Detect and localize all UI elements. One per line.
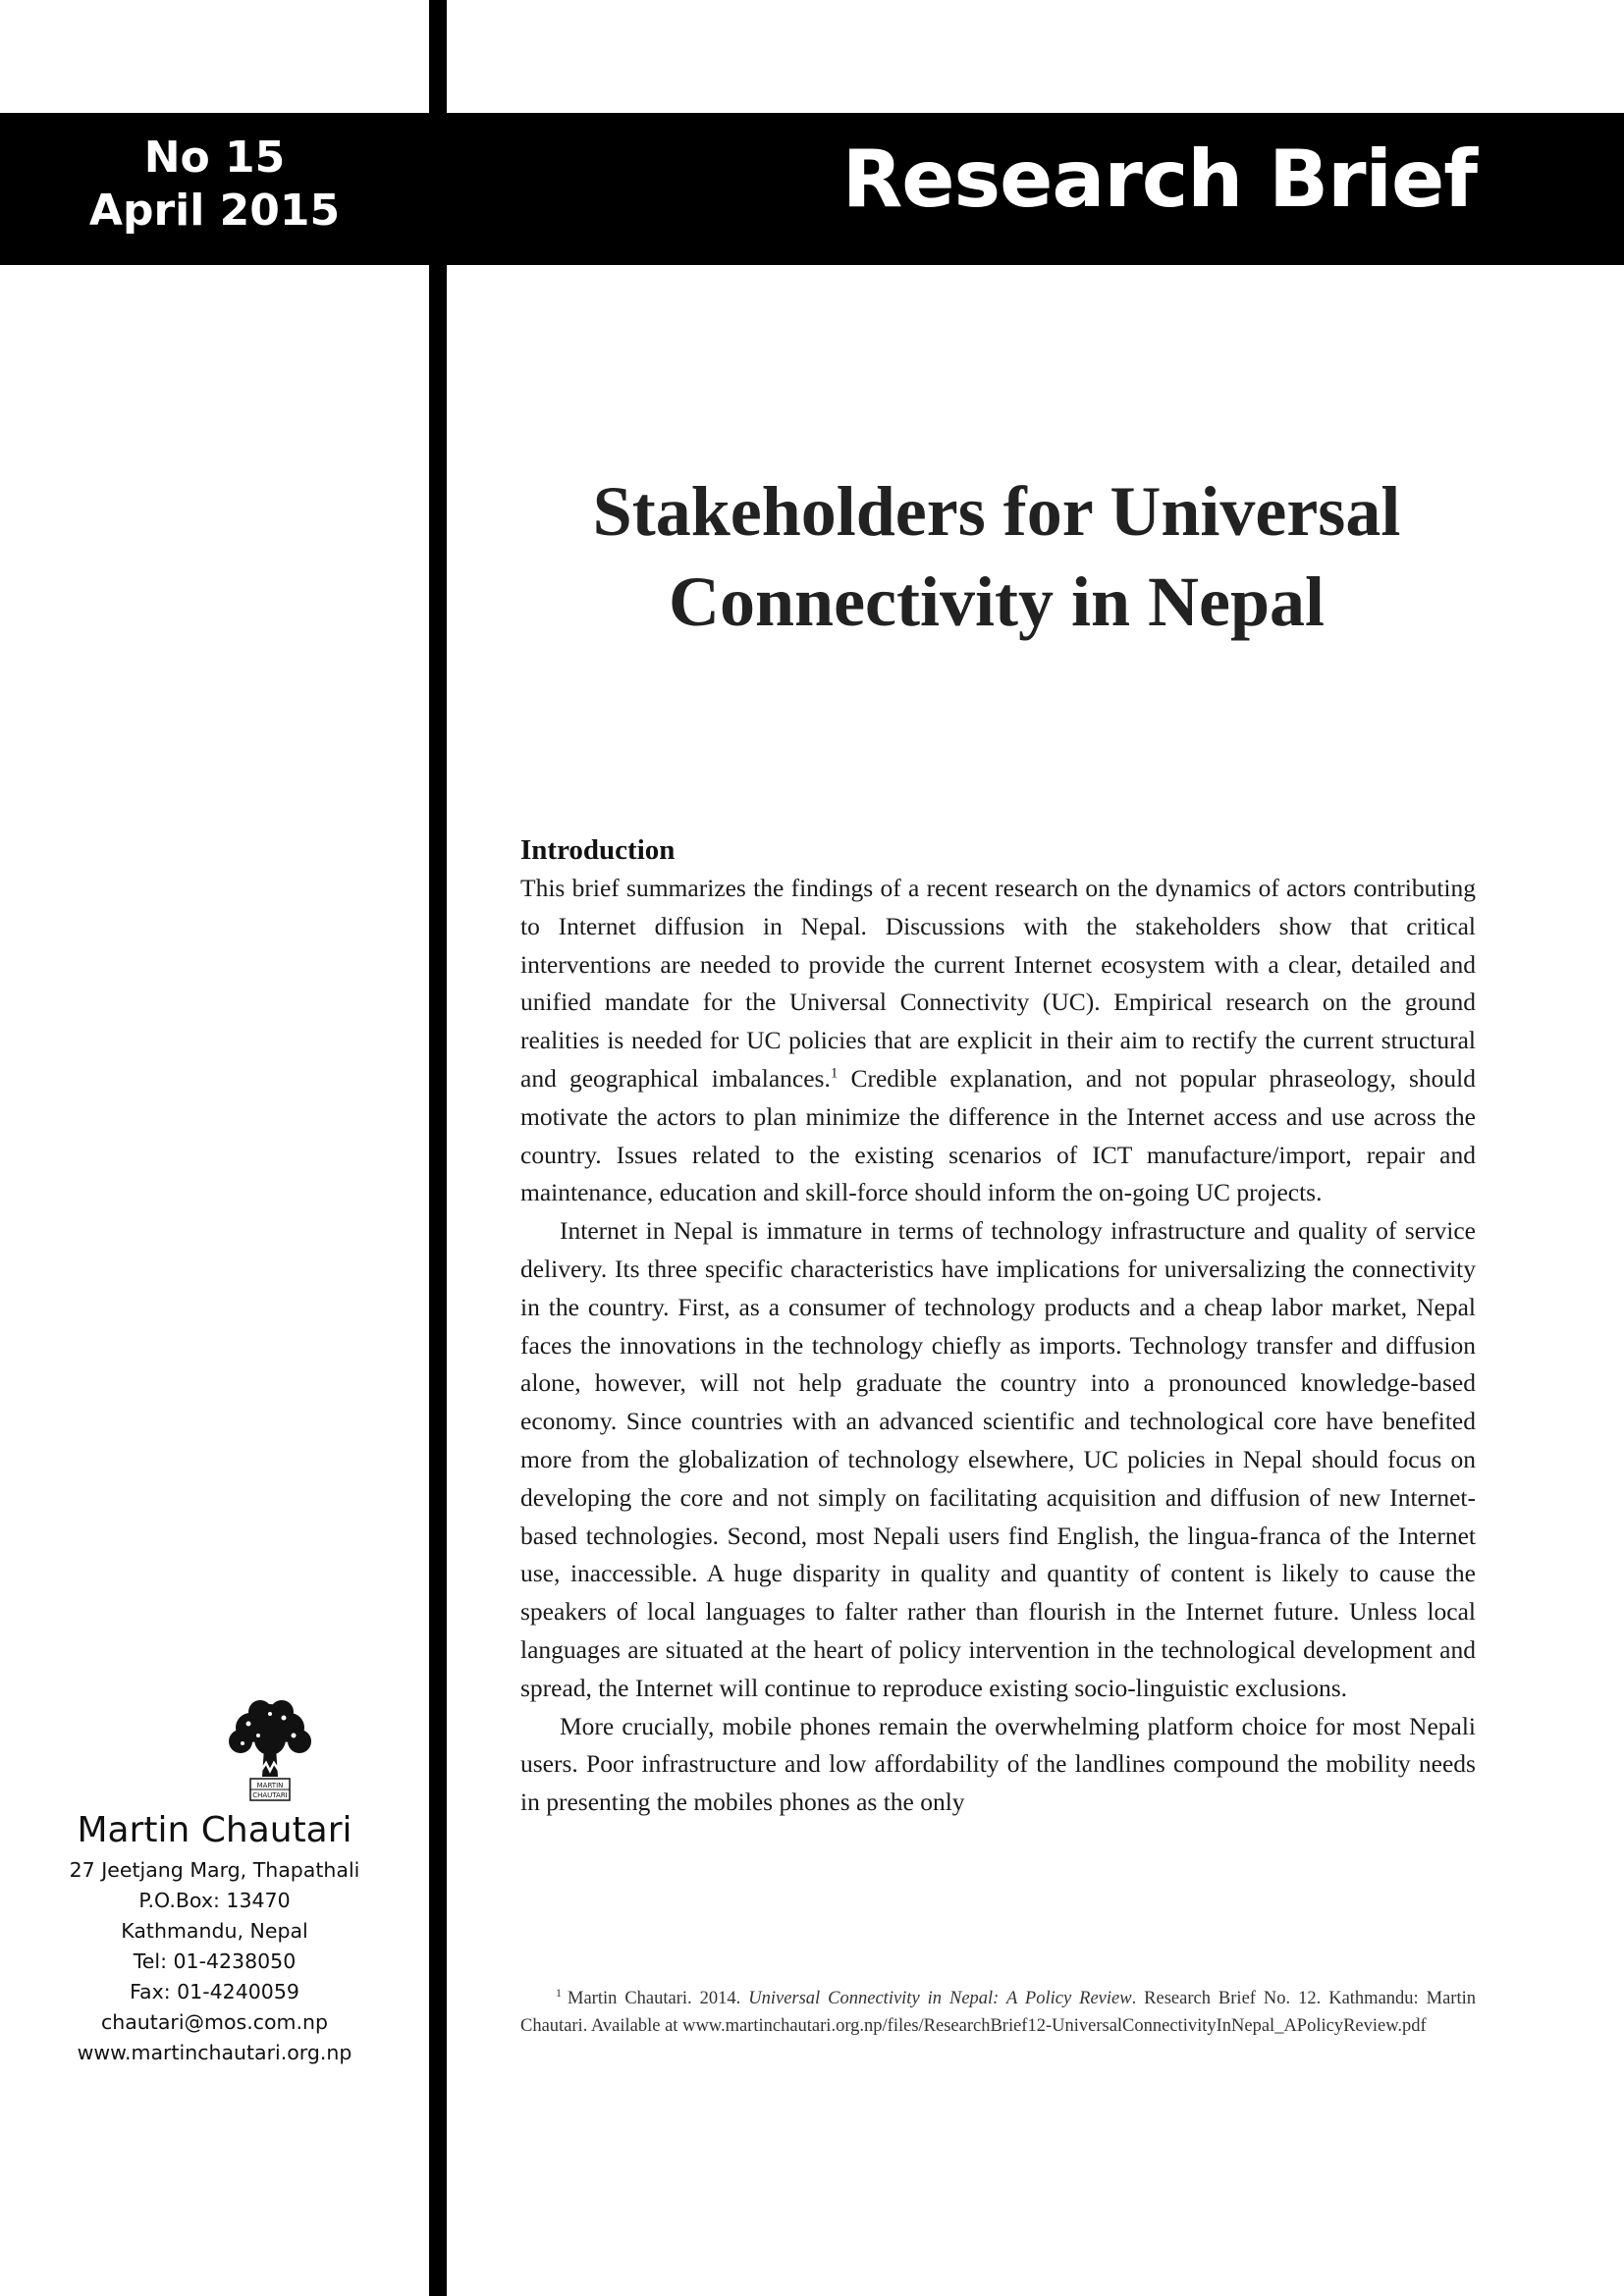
tree-logo-icon [221,1696,319,1804]
address-line: 27 Jeetjang Marg, Thapathali [69,1858,360,1882]
organization-info [0,1806,429,2068]
series-name: Research Brief [841,133,1477,225]
footnote [520,1985,1476,2040]
footnote-reference: 1 [830,1065,839,1082]
issue-date: April 2015 [88,186,341,236]
organization-name: Martin Chautari [77,1810,352,1850]
paragraph-1-text-a: This brief summarizes the findings of a recent research on the dynamics of actors contributing to Internet diffusion in Nepal. Discussions with the stakeholders show that critical interventions are needed to provide the current Internet ecosystem with a clear, detailed and unified mandate for the Universal Connectivity (UC). Empirical research on the ground realities is needed for UC policies that are explicit in their aim to rectify the current structural and geographical imbalances. [520,874,1476,1093]
issue-info [0,132,429,238]
telephone: Tel: 01-4238050 [133,1949,297,1973]
issue-number: No 15 [143,133,286,183]
paragraph-2: Internet in Nepal is immature in terms of technology infrastructure and quality of service delivery. Its three specific characteristics have implications for universalizing the connectivity in the country. First, as a consumer of technology products and a cheap labor market, Nepal faces the innovations in the technology chiefly as imports. Technology transfer and diffusion alone, however, will not help graduate the country into a pronounced knowledge-based economy. Since countries with an advanced scientific and technological core have benefited more from the globalization of technology elsewhere, UC policies in Nepal should focus on developing the core and not simply on facilitating acquisition and diffusion of new Internet-based technologies. Second, most Nepali users find English, the lingua-franca of the Internet use, inaccessible. A huge disparity in quality and quantity of content is likely to cause the speakers of local languages to falter rather than flourish in the Internet future. Unless local languages are situated at the heart of policy intervention in the technological development and spread, the Internet will continue to reproduce existing socio-linguistic exclusions. [520,1216,1476,1702]
footnote-text-after: . Research Brief No. 12. Kathmandu: Martin Chautari. Available at [520,1989,1476,2036]
footnote-url: www.martinchautari.org.np/files/ResearchBrief12-UniversalConnectivityInNepal_APolicyReview.pdf [682,2016,1427,2036]
po-box: P.O.Box: 13470 [138,1889,291,1912]
main-content [520,830,1476,1822]
footnote-text-before: Martin Chautari. 2014. [568,1989,749,2008]
website: www.martinchautari.org.np [77,2041,352,2064]
document-title [491,466,1502,647]
footnote-mark: 1 [556,1985,562,2000]
paragraph-1-text-b: Credible explanation, and not popular phraseology, should motivate the actors to plan minimize the difference in the Internet access and use across the country. Issues related to the existing scenarios of ICT manufacture/import, repair and maintenance, education and skill-force should inform the on-going UC projects. [520,1063,1476,1207]
svg-text:CHAUTARI: CHAUTARI [252,1791,288,1799]
footnote-cited-title: Universal Connectivity in Nepal: A Policy Review [748,1989,1132,2008]
section-heading: Introduction [520,834,676,866]
vertical-divider-bar [429,0,447,2296]
email: chautari@mos.com.np [100,2010,329,2034]
paragraph-3: More crucially, mobile phones remain the overwhelming platform choice for most Nepali users. Poor infrastructure and low affordability of the landlines compound the mobility needs in presenting the mobiles phones as the only [520,1711,1476,1817]
title-line-2: Connectivity in Nepal [668,562,1325,641]
title-line-1: Stakeholders for Universal [592,472,1401,551]
paragraph-1 [520,870,1476,1212]
svg-text:MARTIN: MARTIN [256,1782,284,1789]
city-country: Kathmandu, Nepal [121,1919,308,1943]
fax: Fax: 01-4240059 [130,1980,299,2003]
